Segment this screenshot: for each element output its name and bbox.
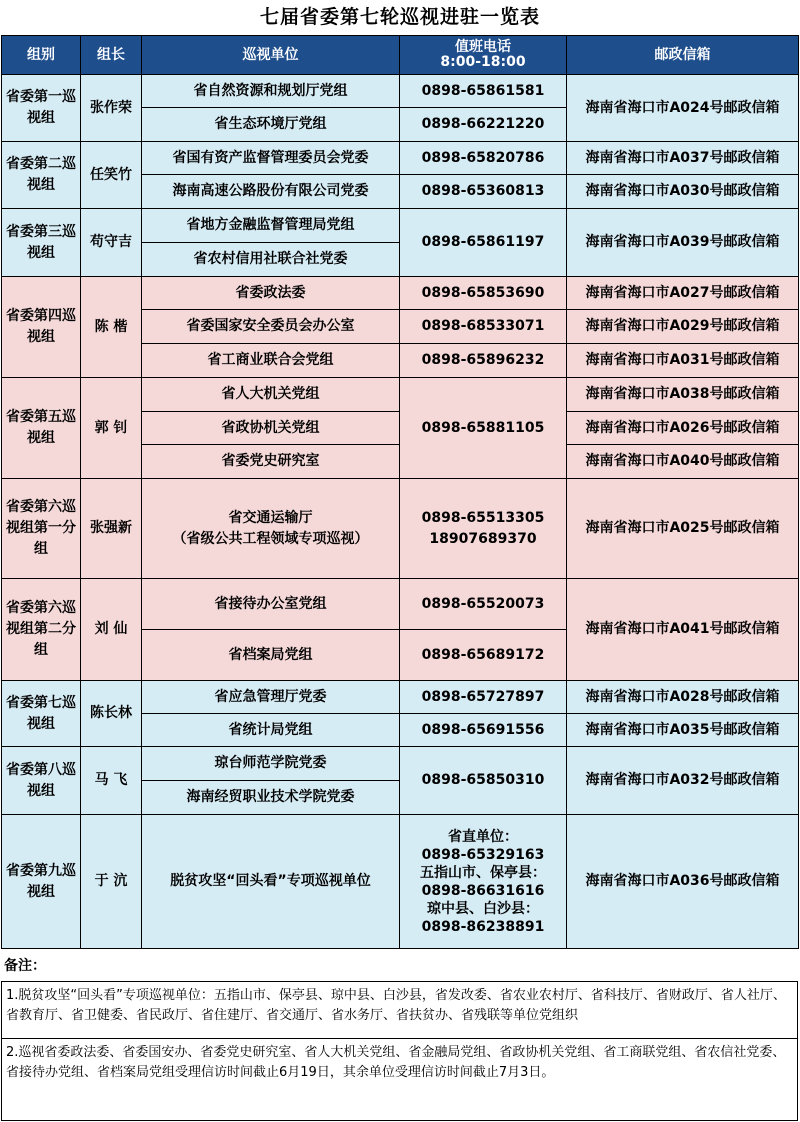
mailbox: 海南省海口市A038号邮政信箱 xyxy=(567,378,799,412)
table-row xyxy=(2,815,799,949)
phone-line: 五指山市、保亭县： xyxy=(420,864,546,881)
header-mailbox: 邮政信箱 xyxy=(567,36,799,75)
phone-line: 0898-86238891 xyxy=(421,918,545,935)
phone-line: 0898-65329163 xyxy=(421,846,545,863)
group-name: 省委第五巡视组 xyxy=(2,378,81,479)
inspected-unit: 省农村信用社联合社党委 xyxy=(142,243,400,277)
group-name: 省委第三巡视组 xyxy=(2,209,81,277)
group-name: 省委第六巡视组第一分组 xyxy=(2,479,81,579)
page-title: 七届省委第七轮巡视进驻一览表 xyxy=(259,6,540,28)
duty-phone: 0898-66221220 xyxy=(400,108,567,142)
table-row xyxy=(2,277,799,310)
group-leader: 陈 楷 xyxy=(81,277,142,378)
mailbox: 海南省海口市A035号邮政信箱 xyxy=(567,714,799,747)
notes-section xyxy=(1,951,798,1121)
inspected-unit: 省国有资产监督管理委员会党委 xyxy=(142,142,400,175)
duty-phone xyxy=(400,815,567,949)
group-leader: 苟守吉 xyxy=(81,209,142,277)
group-name: 省委第八巡视组 xyxy=(2,747,81,815)
group-leader: 张强新 xyxy=(81,479,142,579)
mailbox: 海南省海口市A032号邮政信箱 xyxy=(567,747,799,815)
inspected-unit: 省委政法委 xyxy=(142,277,400,310)
duty-phone: 0898-65853690 xyxy=(400,277,567,310)
duty-phone xyxy=(400,479,567,579)
header-row xyxy=(2,36,799,75)
group-name: 省委第六巡视组第二分组 xyxy=(2,579,81,681)
inspected-unit: 省工商业联合会党组 xyxy=(142,344,400,378)
duty-phone: 0898-65820786 xyxy=(400,142,567,175)
table-row xyxy=(2,378,799,412)
header-unit: 巡视单位 xyxy=(142,36,400,75)
duty-phone: 0898-65850310 xyxy=(400,747,567,815)
duty-phone: 0898-65861581 xyxy=(400,75,567,108)
duty-phone: 0898-65689172 xyxy=(400,630,567,681)
inspected-unit: 脱贫攻坚“回头看”专项巡视单位 xyxy=(142,815,400,949)
group-leader: 刘 仙 xyxy=(81,579,142,681)
group-name: 省委第一巡视组 xyxy=(2,75,81,142)
phone-line: 0898-65513305 xyxy=(421,509,545,526)
table-row xyxy=(2,579,799,630)
mailbox: 海南省海口市A041号邮政信箱 xyxy=(567,579,799,681)
table-row xyxy=(2,479,799,579)
mailbox: 海南省海口市A027号邮政信箱 xyxy=(567,277,799,310)
group-leader: 于 沆 xyxy=(81,815,142,949)
mailbox: 海南省海口市A026号邮政信箱 xyxy=(567,412,799,445)
inspected-unit: 省政协机关党组 xyxy=(142,412,400,445)
group-name: 省委第七巡视组 xyxy=(2,681,81,747)
notes-heading: 备注： xyxy=(4,958,46,974)
mailbox: 海南省海口市A024号邮政信箱 xyxy=(567,75,799,142)
mailbox: 海南省海口市A040号邮政信箱 xyxy=(567,445,799,479)
duty-phone: 0898-65881105 xyxy=(400,378,567,479)
table-row xyxy=(2,75,799,108)
mailbox: 海南省海口市A025号邮政信箱 xyxy=(567,479,799,579)
group-leader: 任笑竹 xyxy=(81,142,142,209)
duty-phone: 0898-65691556 xyxy=(400,714,567,747)
header-phone-label: 值班电话 xyxy=(455,39,511,55)
group-leader: 郭 钊 xyxy=(81,378,142,479)
table-row xyxy=(2,747,799,781)
unit-name: 省交通运输厅 xyxy=(228,509,313,526)
group-leader: 张作荣 xyxy=(81,75,142,142)
group-name: 省委第四巡视组 xyxy=(2,277,81,378)
inspected-unit xyxy=(142,479,400,579)
duty-phone: 0898-65520073 xyxy=(400,579,567,630)
group-name: 省委第二巡视组 xyxy=(2,142,81,209)
group-name: 省委第九巡视组 xyxy=(2,815,81,949)
header-group: 组别 xyxy=(2,36,81,75)
inspected-unit: 省档案局党组 xyxy=(142,630,400,681)
duty-phone: 0898-65727897 xyxy=(400,681,567,714)
inspected-unit: 省委国家安全委员会办公室 xyxy=(142,310,400,344)
note-item: 2.巡视省委政法委、省委国安办、省委党史研究室、省人大机关党组、省金融局党组、省政协机关党组、省工商联党组、省农信社党委、省接待办党组、省档案局党组受理信访时间截止6月19日，其余单位受理信访时间截止7月3日。 xyxy=(1,1039,798,1121)
duty-phone: 0898-65360813 xyxy=(400,175,567,209)
mailbox: 海南省海口市A031号邮政信箱 xyxy=(567,344,799,378)
mailbox: 海南省海口市A028号邮政信箱 xyxy=(567,681,799,714)
phone-line: 18907689370 xyxy=(429,530,537,547)
inspected-unit: 省生态环境厅党组 xyxy=(142,108,400,142)
header-phone xyxy=(400,36,567,75)
inspected-unit: 省统计局党组 xyxy=(142,714,400,747)
inspected-unit: 省接待办公室党组 xyxy=(142,579,400,630)
header-phone-hours: 8:00-18:00 xyxy=(440,54,526,70)
phone-line: 省直单位： xyxy=(448,828,518,845)
inspected-unit: 省自然资源和规划厅党组 xyxy=(142,75,400,108)
inspected-unit: 海南高速公路股份有限公司党委 xyxy=(142,175,400,209)
inspected-unit: 海南经贸职业技术学院党委 xyxy=(142,781,400,815)
mailbox: 海南省海口市A029号邮政信箱 xyxy=(567,310,799,344)
table-row xyxy=(2,142,799,175)
inspected-unit: 省地方金融监督管理局党组 xyxy=(142,209,400,243)
group-leader: 马 飞 xyxy=(81,747,142,815)
group-leader: 陈长林 xyxy=(81,681,142,747)
mailbox: 海南省海口市A030号邮政信箱 xyxy=(567,175,799,209)
note-item: 1.脱贫攻坚“回头看”专项巡视单位：五指山市、保亭县、琼中县、白沙县，省发改委、省农业农村厅、省科技厅、省财政厅、省人社厅、省教育厅、省卫健委、省民政厅、省住建厅、省交通厅、省水务厅、省扶贫办、省残联等单位党组织 xyxy=(1,981,798,1039)
table-row xyxy=(2,209,799,243)
unit-note: （省级公共工程领域专项巡视） xyxy=(172,530,369,547)
duty-phone: 0898-65861197 xyxy=(400,209,567,277)
inspected-unit: 省人大机关党组 xyxy=(142,378,400,412)
inspected-unit: 琼台师范学院党委 xyxy=(142,747,400,781)
mailbox: 海南省海口市A037号邮政信箱 xyxy=(567,142,799,175)
mailbox: 海南省海口市A039号邮政信箱 xyxy=(567,209,799,277)
inspected-unit: 省应急管理厅党委 xyxy=(142,681,400,714)
phone-line: 0898-86631616 xyxy=(421,882,545,899)
mailbox: 海南省海口市A036号邮政信箱 xyxy=(567,815,799,949)
phone-line: 琼中县、白沙县： xyxy=(427,900,539,917)
table-row xyxy=(2,681,799,714)
header-leader: 组长 xyxy=(81,36,142,75)
inspected-unit: 省委党史研究室 xyxy=(142,445,400,479)
inspection-table xyxy=(1,35,799,949)
duty-phone: 0898-65896232 xyxy=(400,344,567,378)
duty-phone: 0898-68533071 xyxy=(400,310,567,344)
